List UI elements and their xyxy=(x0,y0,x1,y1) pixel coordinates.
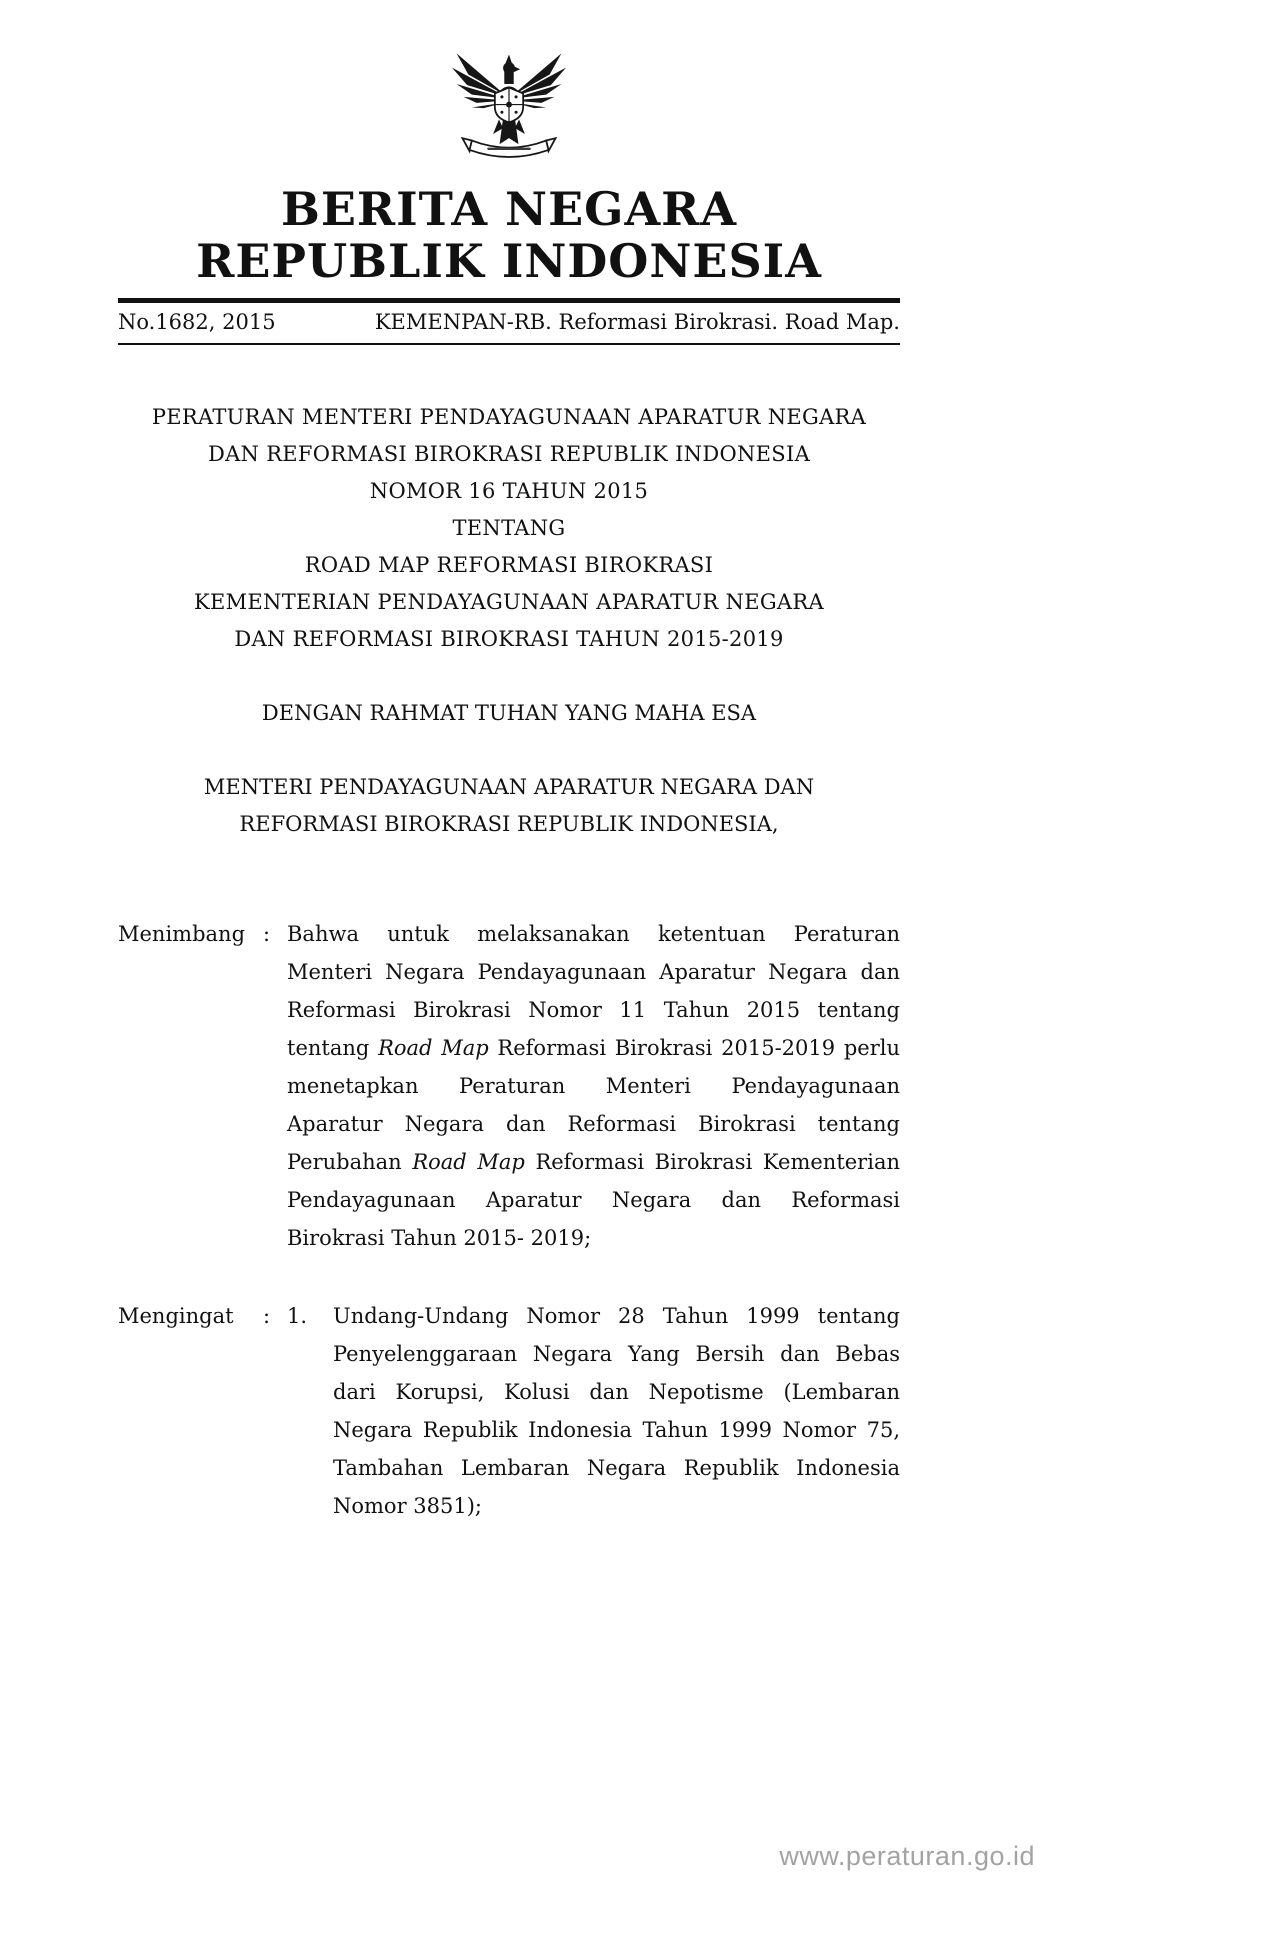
legal-basis-label: Mengingat xyxy=(118,1303,234,1328)
garuda-pancasila-emblem-icon xyxy=(447,38,571,174)
regulation-title-line: ROAD MAP REFORMASI BIROKRASI xyxy=(304,552,714,577)
legal-basis-item-number: 1. xyxy=(287,1303,308,1328)
gazette-number: No.1682, 2015 xyxy=(118,309,276,334)
legal-basis-item xyxy=(287,1297,900,1525)
legal-basis-separator: : xyxy=(263,1303,271,1328)
regulation-title-line: NOMOR 16 TAHUN 2015 xyxy=(369,478,649,503)
legal-basis-item-text: Undang-Undang Nomor 28 Tahun 1999 tentang Penyelenggaraan Negara Yang Bersih dan Bebas dari Korupsi, Kolusi dan Nepotisme (Lembaran Negara Republik Indonesia Tahun 1999 Nomor 75, Tambahan Lembaran Negara Republik Indonesia Nomor 3851); xyxy=(333,1303,900,1518)
considerations-section xyxy=(118,915,900,1257)
considerations-separator: : xyxy=(263,921,271,946)
site-watermark: www.peraturan.go.id xyxy=(779,1841,1035,1871)
masthead-title-line2: REPUBLIK INDONESIA xyxy=(196,233,822,288)
legal-basis-section xyxy=(118,1297,900,1525)
regulation-title-line: KEMENTERIAN PENDAYAGUNAAN APARATUR NEGARA xyxy=(194,589,824,614)
masthead-rule-thin xyxy=(118,343,900,345)
regulation-title-line: PERATURAN MENTERI PENDAYAGUNAAN APARATUR NEGARA xyxy=(151,404,867,429)
authority-line2: REFORMASI BIROKRASI REPUBLIK INDONESIA, xyxy=(239,811,779,836)
authority-line1: MENTERI PENDAYAGUNAAN APARATUR NEGARA DAN xyxy=(203,774,815,799)
invocation-line: DENGAN RAHMAT TUHAN YANG MAHA ESA xyxy=(261,700,757,725)
regulation-title-line: DAN REFORMASI BIROKRASI REPUBLIK INDONESIA xyxy=(207,441,811,466)
gazette-subject: KEMENPAN-RB. Reformasi Birokrasi. Road Map. xyxy=(374,309,900,334)
considerations-paragraph: Bahwa untuk melaksanakan ketentuan Peraturan Menteri Negara Pendayagunaan Aparatur Negara dan Reformasi Birokrasi Nomor 11 Tahun 2015 tentang tentang Road Map Reformasi Birokrasi 2015-2019 perlu menetapkan Peraturan Menteri Pendayagunaan Aparatur Negara dan Reformasi Birokrasi tentang Perubahan Road Map Reformasi Birokrasi Kementerian Pendayagunaan Aparatur Negara dan Reformasi Birokrasi Tahun 2015- 2019; xyxy=(287,921,900,1250)
authority-block xyxy=(118,769,900,843)
regulation-title-line: TENTANG xyxy=(452,515,566,540)
masthead-title-line1: BERITA NEGARA xyxy=(280,182,738,236)
regulation-title-line: DAN REFORMASI BIROKRASI TAHUN 2015-2019 xyxy=(234,626,784,651)
gazette-meta-row xyxy=(118,303,900,343)
considerations-label: Menimbang xyxy=(118,921,246,946)
regulation-title-block xyxy=(118,399,900,658)
